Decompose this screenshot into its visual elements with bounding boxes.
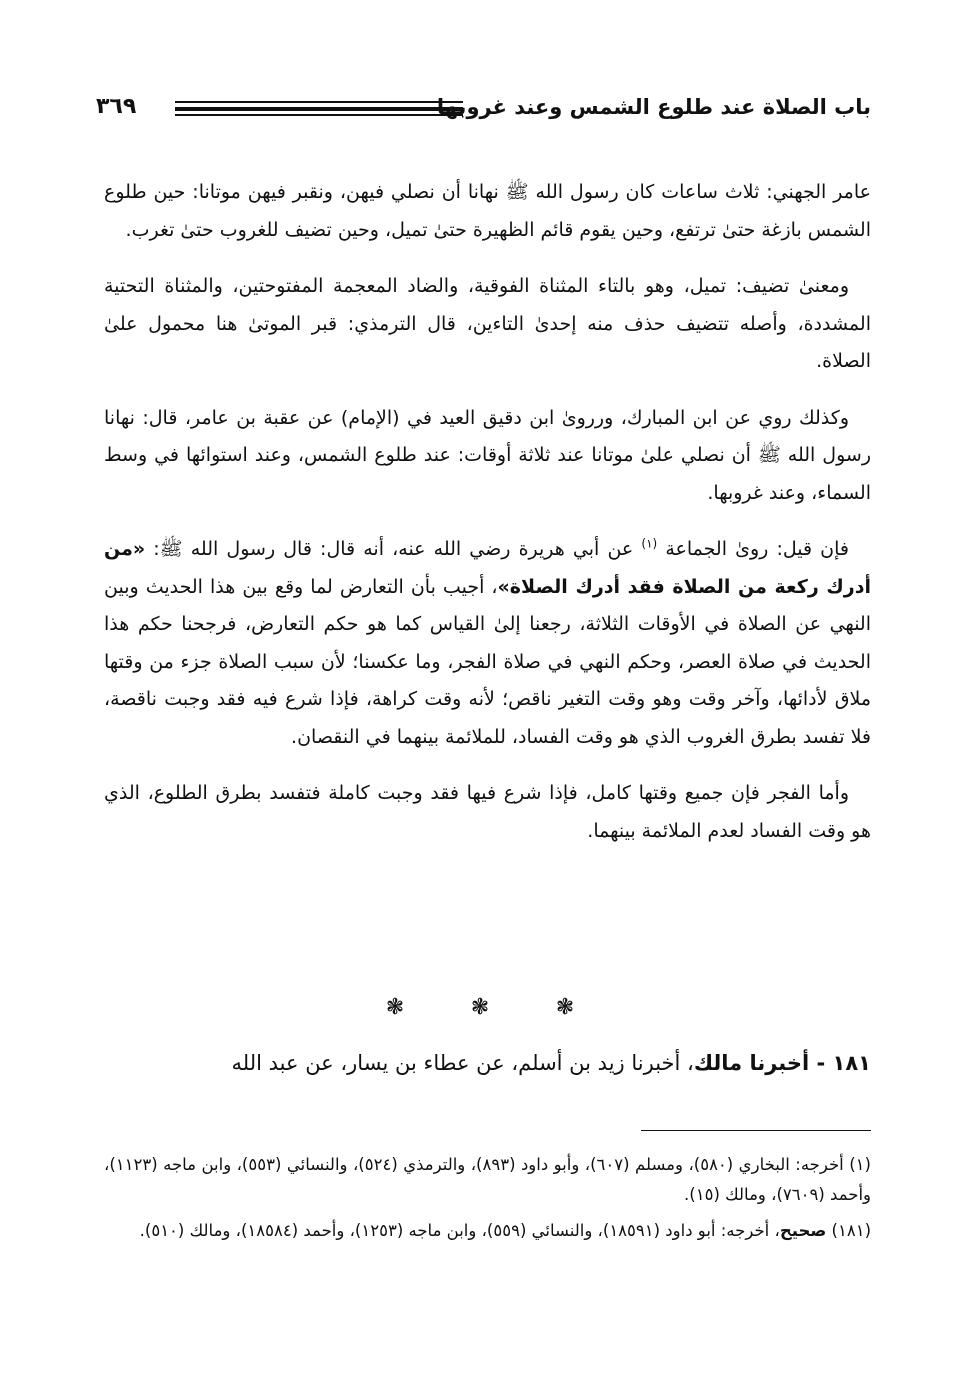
running-header-title: باب الصلاة عند طلوع الشمس وعند غروبها	[436, 95, 871, 119]
paragraph-part: فإن قيل: روىٰ الجماعة	[665, 538, 849, 560]
footnote-divider	[641, 1130, 871, 1131]
hadith-lead: أخبرنا مالك	[693, 1051, 810, 1075]
paragraph: وأما الفجر فإن جميع وقتها كامل، فإذا شرع فيها فقد وجبت كاملة فتفسد بطرق الطلوع، الذي هو وقت الفساد لعدم الملائمة بينهما.	[104, 782, 871, 842]
paragraph-part: ، أجيب بأن التعارض لما وقع بين هذا الحديث وبين النهي عن الصلاة في الأوقات الثلاثة، رجعنا إلىٰ القياس كما هو حكم التعارض، فرجحنا حكم هذا الحديث في صلاة العصر، وحكم النهي في صلاة الفجر، وما عكسنا؛ لأن سبب الصلاة جزء من وقتها ملاق لأدائها، وآخر وقت وهو وقت التغير ناقص؛ لأنه وقت كراهة، فإذا شرع فيه فقد وجبت ناقصة، فلا تفسد بطرق الغروب الذي هو وقت الفساد، للملائمة بينهما في النقصان.	[104, 575, 871, 748]
paragraph: وكذلك روي عن ابن المبارك، ورروىٰ ابن دقيق العيد في (الإمام) عن عقبة بن عامر، قال: نهانا رسول الله ﷺ أن نصلي علىٰ موتانا عند ثلاثة أوقات: عند طلوع الشمس، وعند استوائها في وسط السماء، وعند غروبها.	[104, 406, 871, 504]
paragraph-part: عن أبي هريرة رضي الله عنه، أنه قال: قال رسول الله ﷺ:	[145, 538, 634, 560]
footnote: (١) أخرجه: البخاري (٥٨٠)، ومسلم (٦٠٧)، وأبو داود (٨٩٣)، والترمذي (٥٢٤)، والنسائي (٥٥٣)، وابن ماجه (١١٢٣)، وأحمد (٧٦٠٩)، ومالك (١٥).	[104, 1155, 871, 1204]
section-separator	[380, 995, 580, 1020]
hadith-quote: «من أدرك ركعة من الصلاة فقد أدرك الصلاة»	[104, 538, 871, 598]
hadith-entry: ١٨١ - أخبرنا مالك، أخبرنا زيد بن أسلم، عن عطاء بن يسار، عن عبد الله	[231, 1051, 871, 1075]
paragraph: عامر الجهني: ثلاث ساعات كان رسول الله ﷺ نهانا أن نصلي فيهن، ونقبر فيهن موتانا: حين طلوع الشمس بازغة حتىٰ ترتفع، وحين يقوم قائم الظهيرة حتىٰ تميل، وحين تضيف للغروب حتىٰ تغرب.	[104, 181, 871, 241]
star-ornament-icon: ❃	[385, 995, 405, 1020]
star-ornament-icon: ❃	[555, 995, 575, 1020]
grading-label: صحيح	[779, 1221, 827, 1240]
header-rule	[175, 114, 463, 116]
footnotes	[104, 1150, 871, 1252]
page-number: ٣٦٩	[96, 94, 137, 119]
footnote-number: (١٨١)	[831, 1221, 871, 1240]
paragraph	[104, 531, 871, 756]
hadith-chain: ، أخبرنا زيد بن أسلم، عن عطاء بن يسار، عن عبد الله	[231, 1051, 694, 1075]
footnote-reference: (١)	[641, 536, 658, 551]
header-rule	[175, 101, 463, 103]
star-ornament-icon: ❃	[470, 995, 490, 1020]
hadith-number: ١٨١	[832, 1051, 871, 1075]
paragraph: ومعنىٰ تضيف: تميل، وهو بالتاء المثناة الفوقية، والضاد المعجمة المفتوحتين، والمثناة التحتية المشددة، وأصله تتضيف حذف منه إحدىٰ التاءين، قال الترمذي: قبر الموتىٰ هنا محمول علىٰ الصلاة.	[104, 275, 871, 372]
header-rule-thick	[175, 107, 463, 111]
body-text	[104, 174, 871, 869]
footnote-text: ، أخرجه: أبو داود (١٨٥٩١)، والنسائي (٥٥٩)، وابن ماجه (١٢٥٣)، وأحمد (١٨٥٨٤)، ومالك (٥١٠).	[139, 1221, 780, 1240]
footnote	[104, 1216, 871, 1246]
